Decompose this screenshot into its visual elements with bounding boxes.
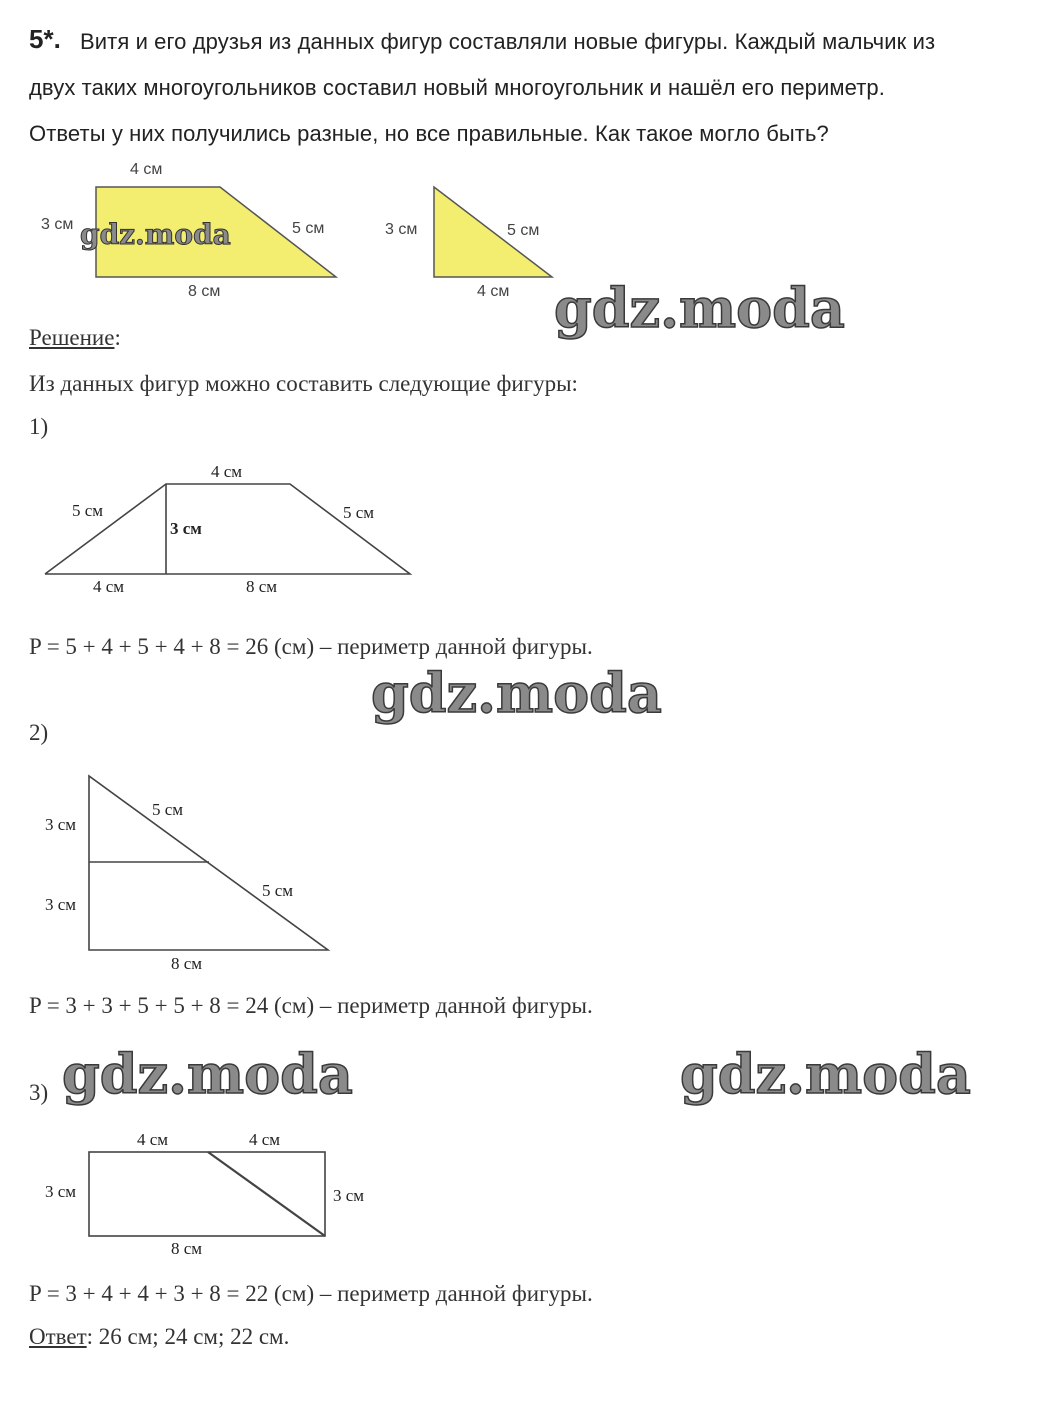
task-number: 5*. bbox=[29, 24, 61, 54]
case2-formula: P = 3 + 3 + 5 + 5 + 8 = 24 (см) – периметр данной фигуры. bbox=[29, 993, 593, 1018]
case2-left-top-label: 3 см bbox=[45, 815, 77, 834]
case2-figure bbox=[89, 776, 328, 950]
case3-top-left-label: 4 см bbox=[137, 1130, 169, 1149]
case1-left-slant-label: 5 см bbox=[72, 501, 104, 520]
case1-bottom-left-label: 4 см bbox=[93, 577, 125, 596]
task-line-2: двух таких многоугольников составил новый многоугольник и нашёл его периметр. bbox=[29, 75, 885, 100]
case1-figure bbox=[45, 484, 410, 574]
case1-number: 1) bbox=[29, 414, 49, 439]
case3-formula: P = 3 + 4 + 4 + 3 + 8 = 22 (см) – периметр данной фигуры. bbox=[29, 1281, 593, 1306]
watermark: gdz.moda bbox=[62, 1042, 353, 1106]
given-trap-top-label: 4 см bbox=[130, 161, 163, 178]
case2-bottom-label: 8 см bbox=[171, 954, 203, 973]
answer-label: Ответ bbox=[29, 1324, 87, 1349]
case3-figure bbox=[89, 1152, 325, 1236]
watermark: gdz.moda bbox=[554, 276, 845, 340]
solution-heading bbox=[29, 325, 121, 351]
case1-top-label: 4 см bbox=[211, 462, 243, 481]
case1-formula: P = 5 + 4 + 5 + 4 + 8 = 26 (см) – периметр данной фигуры. bbox=[29, 634, 593, 659]
case3-right-label: 3 см bbox=[333, 1186, 365, 1205]
solution-intro: Из данных фигур можно составить следующие фигуры: bbox=[29, 371, 578, 396]
case2-left-bottom-label: 3 см bbox=[45, 895, 77, 914]
answer-text: : 26 см; 24 см; 22 см. bbox=[86, 1324, 290, 1349]
watermark: gdz.moda bbox=[680, 1042, 971, 1106]
given-trap-slant-label: 5 см bbox=[292, 220, 325, 237]
case3-number: 3) bbox=[29, 1080, 49, 1105]
answer bbox=[29, 1324, 289, 1350]
case3-left-label: 3 см bbox=[45, 1182, 77, 1201]
case1-bottom-right-label: 8 см bbox=[246, 577, 278, 596]
given-trap-left-label: 3 см bbox=[41, 216, 74, 233]
task-line-1: Витя и его друзья из данных фигур составляли новые фигуры. Каждый мальчик из bbox=[80, 29, 936, 54]
given-trap-bottom-label: 8 см bbox=[188, 283, 221, 300]
task-line-3: Ответы у них получились разные, но все правильные. Как такое могло быть? bbox=[29, 121, 829, 146]
given-tri-hyp-label: 5 см bbox=[507, 222, 540, 239]
given-tri-bottom-label: 4 см bbox=[477, 283, 510, 300]
case2-number: 2) bbox=[29, 720, 49, 745]
case3-top-right-label: 4 см bbox=[249, 1130, 281, 1149]
case1-right-slant-label: 5 см bbox=[343, 503, 375, 522]
solution-colon: : bbox=[114, 325, 121, 350]
watermark: gdz.moda bbox=[371, 661, 662, 725]
case2-hyp-top-label: 5 см bbox=[152, 800, 184, 819]
solution-label: Решение bbox=[29, 325, 115, 350]
case3-bottom-label: 8 см bbox=[171, 1239, 203, 1258]
watermark: gdz.moda bbox=[80, 218, 231, 251]
case1-height-label: 3 см bbox=[170, 519, 202, 538]
case2-hyp-bottom-label: 5 см bbox=[262, 881, 294, 900]
given-tri-left-label: 3 см bbox=[385, 221, 418, 238]
